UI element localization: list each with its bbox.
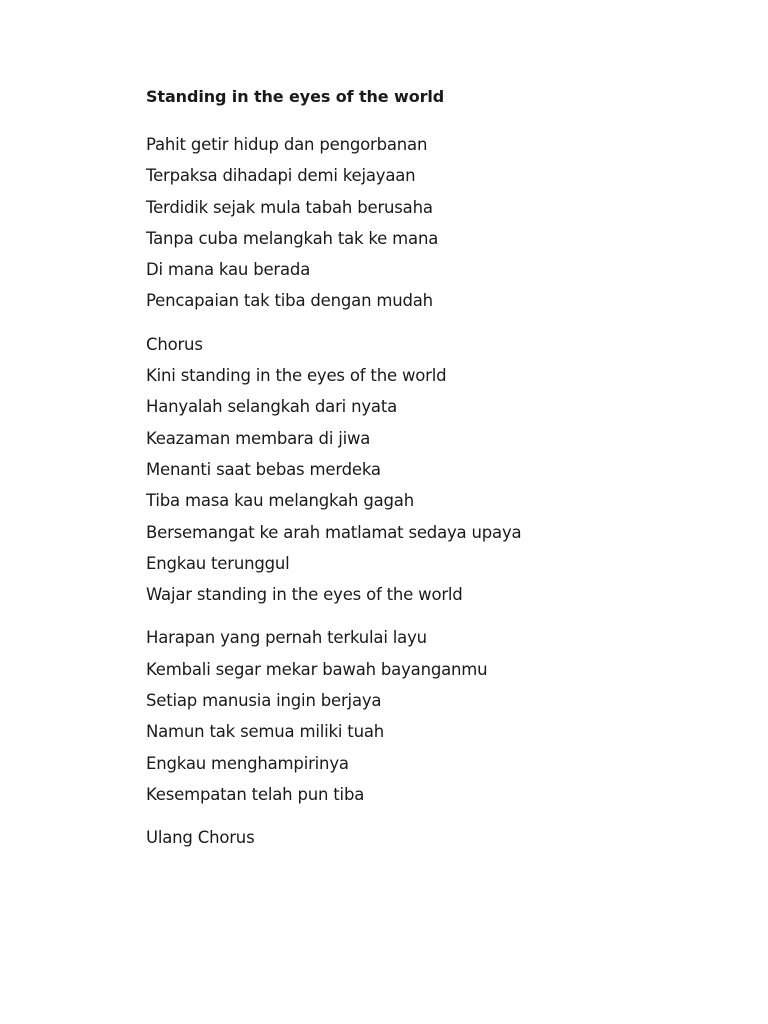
lyric-line: Tiba masa kau melangkah gagah [146, 491, 414, 511]
lyric-line: Kembali segar mekar bawah bayanganmu [146, 659, 488, 679]
verse-2 [146, 622, 746, 810]
lyrics-content [146, 86, 746, 854]
lyric-line: Setiap manusia ingin berjaya [146, 691, 382, 711]
lyric-line: Bersemangat ke arah matlamat sedaya upaya [146, 522, 522, 542]
chorus-stanza [146, 329, 746, 611]
lyric-line: Harapan yang pernah terkulai layu [146, 628, 427, 648]
lyric-line: Keazaman membara di jiwa [146, 428, 371, 448]
verse-1 [146, 129, 746, 317]
lyric-line: Kesempatan telah pun tiba [146, 784, 365, 804]
lyric-line: Hanyalah selangkah dari nyata [146, 397, 398, 417]
lyric-line: Engkau terunggul [146, 553, 290, 573]
lyric-line: Terdidik sejak mula tabah berusaha [146, 197, 433, 217]
chorus-label: Chorus [146, 334, 203, 354]
page-title: Standing in the eyes of the world [146, 87, 445, 106]
repeat-chorus-label: Ulang Chorus [146, 828, 255, 848]
lyric-line: Pencapaian tak tiba dengan mudah [146, 291, 433, 311]
lyric-line: Di mana kau berada [146, 260, 311, 280]
lyric-line: Pahit getir hidup dan pengorbanan [146, 135, 428, 154]
lyric-line: Engkau menghampirinya [146, 753, 349, 773]
lyric-line: Terpaksa dihadapi demi kejayaan [146, 166, 416, 186]
lyric-line: Namun tak semua miliki tuah [146, 722, 385, 742]
lyric-line: Wajar standing in the eyes of the world [146, 585, 463, 605]
lyric-line: Tanpa cuba melangkah tak ke mana [146, 228, 439, 248]
lyric-line: Menanti saat bebas merdeka [146, 459, 381, 479]
lyric-line: Kini standing in the eyes of the world [146, 366, 447, 386]
